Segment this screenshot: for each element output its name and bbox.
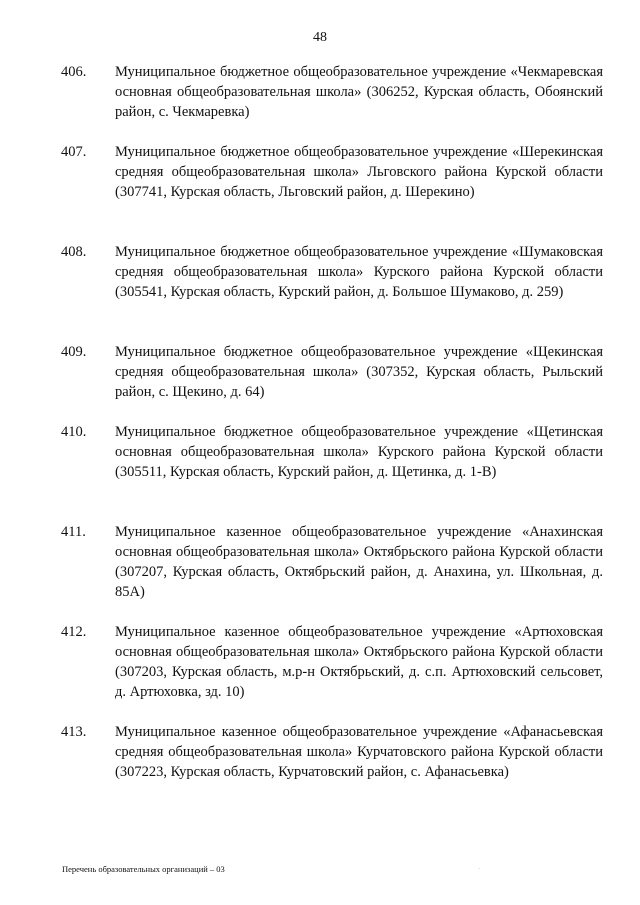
entry-text: Муниципальное бюджетное общеобразовательное учреждение «Шерекинская средняя общеобразовательная школа» Льговского района Курской области (307741, Курская область, Льговский район, д. Шерекино) bbox=[115, 144, 603, 200]
list-item bbox=[0, 622, 640, 722]
entry-text: Муниципальное бюджетное общеобразовательное учреждение «Чекмаревская основная общеобразовательная школа» (306252, Курская область, Обоянский район, с. Чекмаревка) bbox=[115, 64, 603, 120]
entry-text: Муниципальное бюджетное общеобразовательное учреждение «Щекинская средняя общеобразовательная школа» (307352, Курская область, Рыльский район, с. Щекино, д. 64) bbox=[115, 344, 603, 400]
entry-number: 409. bbox=[61, 344, 87, 360]
entry-number: 410. bbox=[61, 424, 87, 440]
entry-number: 408. bbox=[61, 244, 87, 260]
entry-text: Муниципальное казенное общеобразовательное учреждение «Афанасьевская средняя общеобразовательная школа» Курчатовского района Курской области (307223, Курская область, Курчатовский район, с. Афанасьевка) bbox=[115, 724, 603, 780]
entry-number: 406. bbox=[61, 64, 87, 80]
entry-text: Муниципальное бюджетное общеобразовательное учреждение «Щетинская основная общеобразовательная школа» Курского района Курской области (305511, Курская область, Курский район, д. Щетинка, д. 1-В) bbox=[115, 424, 603, 480]
list-item bbox=[0, 722, 640, 822]
entry-text: Муниципальное казенное общеобразовательное учреждение «Анахинская основная общеобразовательная школа» Октябрьского района Курской области (307207, Курская область, Октябрьский район, д. Анахина, ул. Школьная, д. 85А) bbox=[115, 524, 603, 600]
list-item bbox=[0, 522, 640, 622]
entry-text: Муниципальное бюджетное общеобразовательное учреждение «Шумаковская средняя общеобразовательная школа» Курского района Курской области (305541, Курская область, Курский район, д. Большое Шумаково, д. 259) bbox=[115, 244, 603, 300]
list-item bbox=[0, 242, 640, 342]
entry-number: 412. bbox=[61, 624, 87, 640]
entry-number: 411. bbox=[61, 524, 86, 540]
list-item bbox=[0, 422, 640, 522]
footer-mark: · bbox=[478, 865, 481, 873]
list-item bbox=[0, 342, 640, 422]
list-item bbox=[0, 62, 640, 142]
page-number: 48 bbox=[313, 30, 327, 45]
entry-list bbox=[0, 62, 640, 822]
entry-number: 413. bbox=[61, 724, 87, 740]
list-item bbox=[0, 142, 640, 242]
entry-number: 407. bbox=[61, 144, 87, 160]
entry-text: Муниципальное казенное общеобразовательное учреждение «Артюховская основная общеобразовательная школа» Октябрьского района Курской области (307203, Курская область, м.р-н Октябрьский, д. с.п. Артюховский сельсовет, д. Артюховка, зд. 10) bbox=[115, 624, 603, 700]
footer-text: Перечень образовательных организаций – 03 bbox=[62, 864, 225, 874]
